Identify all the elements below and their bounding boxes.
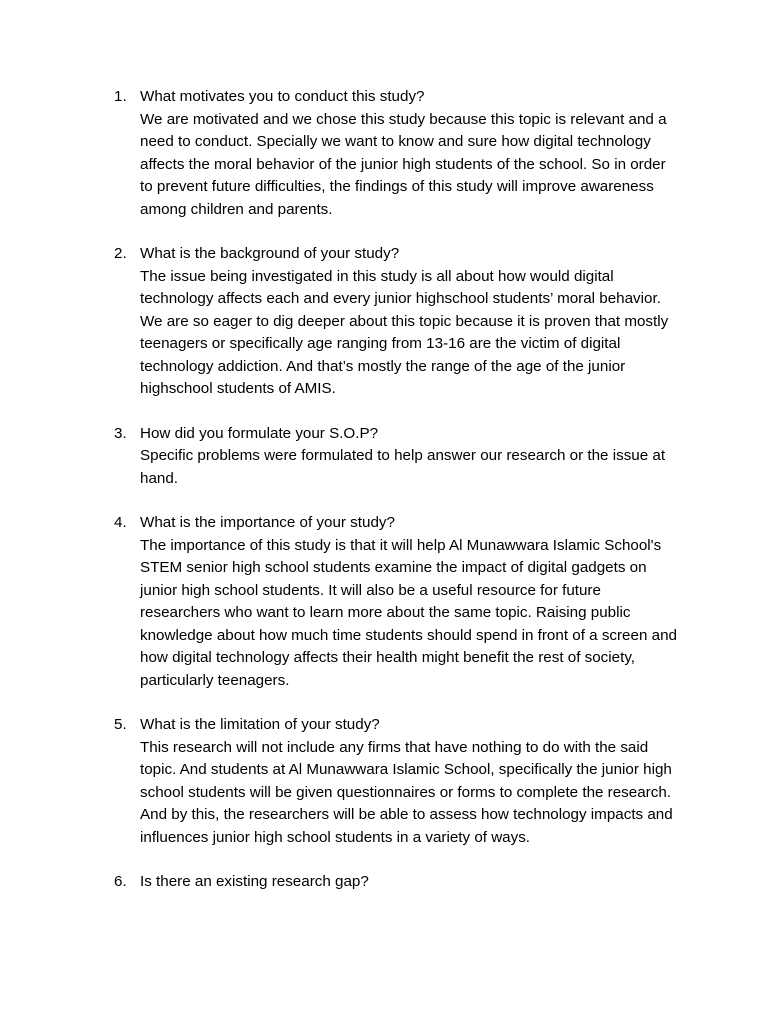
question-item-3 <box>0 423 768 491</box>
question-body <box>140 512 680 692</box>
answer-text: We are motivated and we chose this study because this topic is relevant and a need to conduct. Specially we want to know and sure how digital technology affects the moral behavior of the junior high students of the school. So in order to prevent future difficulties, the findings of this study will improve awareness among children and parents. <box>140 110 667 218</box>
answer-text: This research will not include any firms that have nothing to do with the said topic. And students at Al Munawwara Islamic School, specifically the junior high school students will be given questionnaires or forms to complete the research. And by this, the researchers will be able to assess how technology impacts and influences junior high school students in a variety of ways. <box>140 738 673 846</box>
question-item-1 <box>0 86 768 221</box>
question-body <box>140 871 680 894</box>
answer-text: The importance of this study is that it will help Al Munawwara Islamic School's STEM senior high school students examine the impact of digital gadgets on junior high school students. It will also be a useful resource for future researchers who want to learn more about the same topic. Raising public knowledge about how much time students should spend in front of a screen and how digital technology affects their health might benefit the rest of society, particularly teenagers. <box>140 536 677 689</box>
question-text: What is the background of your study? <box>140 245 400 262</box>
question-text: How did you formulate your S.O.P? <box>140 424 379 442</box>
question-body <box>140 714 680 849</box>
question-number: 4. <box>114 514 127 531</box>
question-item-2 <box>0 243 768 401</box>
question-text: Is there an existing research gap? <box>140 873 369 890</box>
answer-text: The issue being investigated in this study is all about how would digital technology affects each and every junior highschool students’ moral behavior. We are so eager to dig deeper about this topic because it is proven that mostly teenagers or specifically age ranging from 13-16 are the victim of digital technology addiction. And that’s mostly the range of the age of the junior highschool students of AMIS. <box>140 267 669 397</box>
question-body <box>140 86 680 221</box>
question-item-5 <box>0 714 768 849</box>
question-list <box>0 86 768 916</box>
question-number: 5. <box>114 716 127 733</box>
question-number: 6. <box>114 873 127 890</box>
question-body <box>140 423 680 491</box>
answer-text: Specific problems were formulated to help answer our research or the issue at hand. <box>140 447 666 487</box>
question-text: What is the importance of your study? <box>140 514 395 531</box>
question-number: 3. <box>114 424 127 442</box>
question-number: 2. <box>114 245 127 262</box>
question-text: What is the limitation of your study? <box>140 716 380 733</box>
question-item-4 <box>0 512 768 692</box>
question-item-6 <box>0 871 768 894</box>
question-number: 1. <box>114 88 127 105</box>
question-text: What motivates you to conduct this study? <box>140 88 425 105</box>
question-body <box>140 243 680 401</box>
